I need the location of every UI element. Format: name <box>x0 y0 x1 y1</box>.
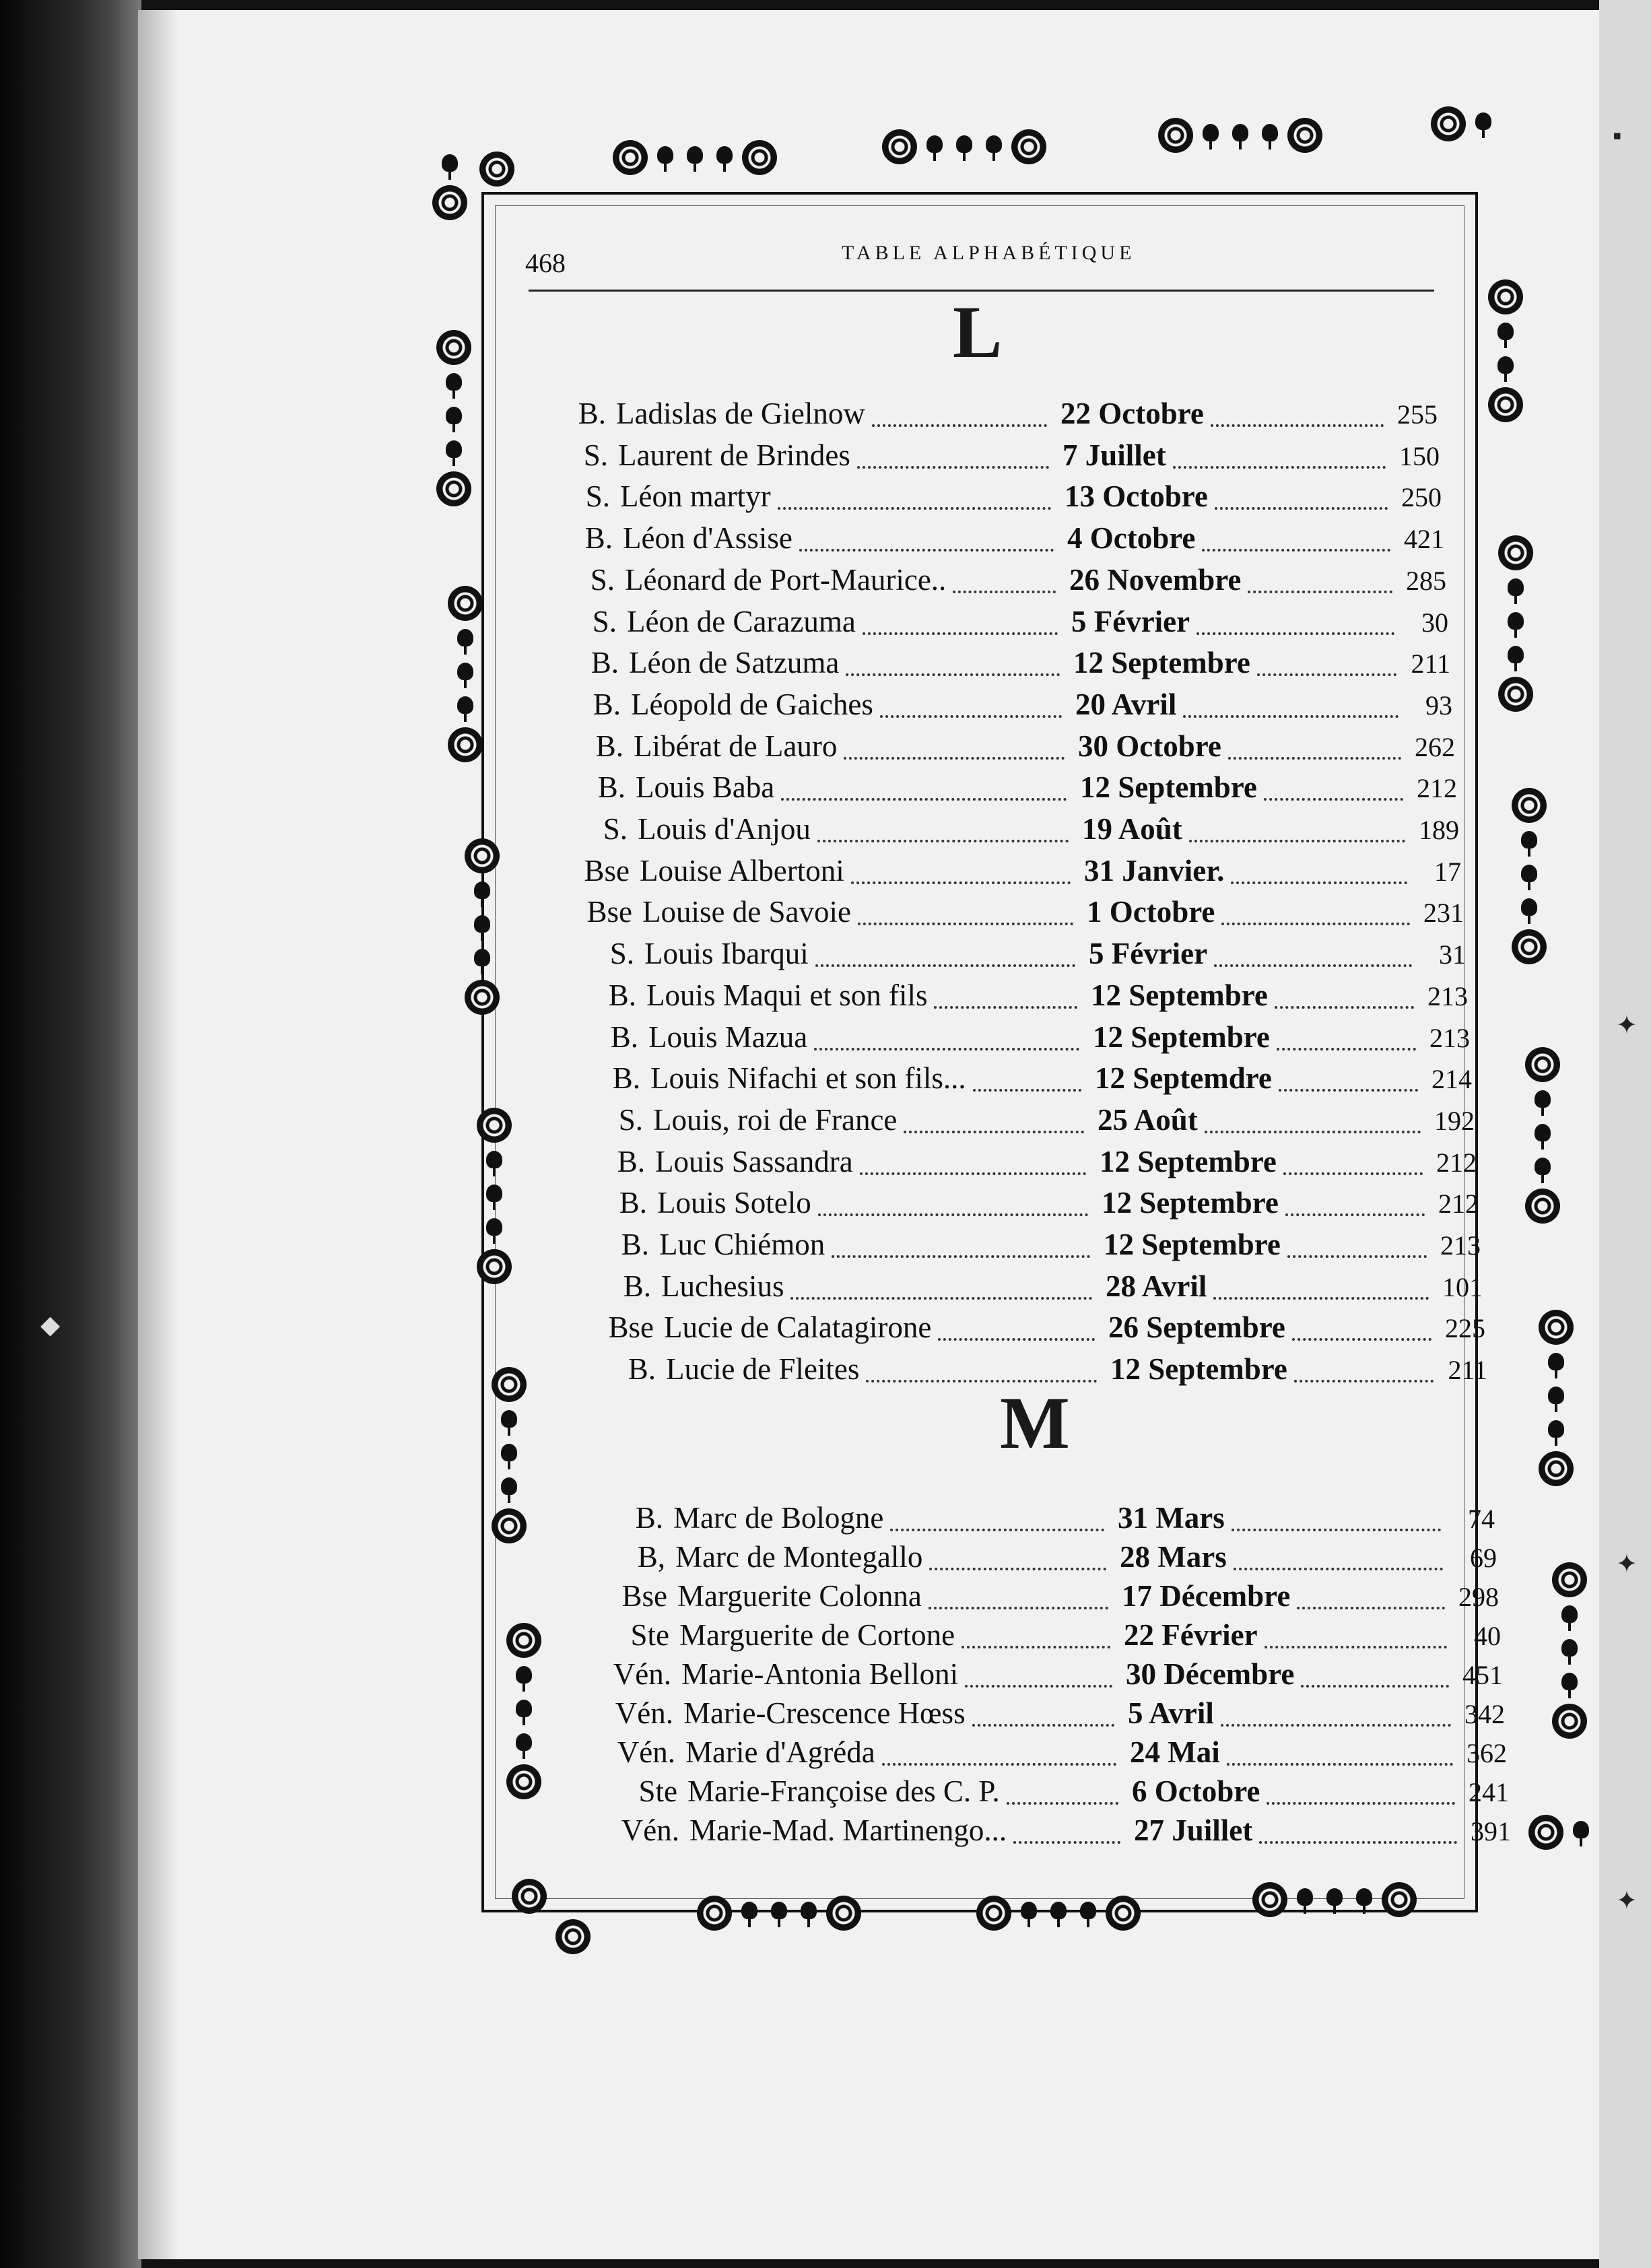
entry-date: 12 Septembre <box>1091 978 1268 1012</box>
ornament-band-bottom <box>697 1896 861 1931</box>
entry-name: Léopold de Gaiches <box>631 687 873 721</box>
entry-prefix: Bse <box>621 1579 667 1613</box>
tulip-icon <box>1493 354 1518 382</box>
entry-prefix: Vén. <box>613 1657 671 1691</box>
entry-date: 5 Février <box>1071 604 1190 638</box>
index-entry <box>0 1227 1651 1269</box>
entry-date: 12 Septembre <box>1110 1352 1287 1387</box>
tulip-icon <box>797 1899 821 1927</box>
entry-page: 298 <box>1458 1582 1499 1612</box>
entry-date: 12 Septembre <box>1073 646 1250 680</box>
entry-prefix: B. <box>584 521 613 556</box>
index-entry <box>0 894 1651 936</box>
entry-page: 150 <box>1399 440 1440 471</box>
entry-date: 7 Juillet <box>1063 438 1166 472</box>
rosette-icon <box>479 152 514 187</box>
leader-dots <box>1275 1006 1414 1009</box>
leader-dots <box>1173 466 1386 469</box>
leader-dots <box>844 757 1065 760</box>
page-number: 468 <box>525 248 566 278</box>
entry-page: 213 <box>1429 1022 1470 1053</box>
entry-prefix: Vén. <box>615 1696 673 1730</box>
rosette-icon <box>1011 129 1046 164</box>
entry-date: 12 Septemdre <box>1095 1061 1272 1096</box>
entry-page: 342 <box>1464 1699 1505 1729</box>
entry-date: 28 Mars <box>1120 1540 1227 1574</box>
rosette-icon <box>1106 1896 1141 1931</box>
adjacent-page-mark: ✦ <box>1616 1011 1638 1040</box>
entry-prefix: B. <box>608 978 636 1012</box>
entry-date: 12 Septembre <box>1102 1186 1279 1220</box>
tulip-icon <box>1076 1899 1100 1927</box>
leader-dots <box>1231 881 1407 884</box>
margin-mark: ◆ <box>40 1311 61 1339</box>
entry-name: Léon d'Assise <box>623 521 793 556</box>
entry-date: 28 Avril <box>1106 1269 1207 1303</box>
rosette-icon <box>742 140 777 175</box>
leader-dots <box>1292 1338 1431 1341</box>
section-letter: M <box>1000 1382 1070 1464</box>
tulip-icon <box>497 1475 521 1503</box>
entry-name: Marie d'Agréda <box>685 1735 875 1769</box>
entry-name: Libérat de Lauro <box>634 729 838 763</box>
leader-dots <box>1228 757 1401 760</box>
entry-page: 93 <box>1425 690 1452 721</box>
leader-dots <box>1205 1131 1421 1133</box>
leader-dots <box>1248 591 1392 593</box>
entry-name: Léonard de Port-Maurice.. <box>625 562 947 597</box>
entry-page: 213 <box>1427 980 1468 1011</box>
entry-page: 213 <box>1440 1230 1481 1261</box>
ornament-band-top <box>613 140 777 175</box>
entry-page: 211 <box>1411 648 1450 679</box>
entry-date: 6 Octobre <box>1132 1774 1260 1808</box>
tulip-icon <box>1258 121 1282 149</box>
running-title: TABLE ALPHABÉTIQUE <box>842 242 1136 264</box>
leader-dots <box>890 1529 1104 1531</box>
leader-dots <box>790 1297 1092 1300</box>
tulip-icon <box>1228 121 1252 149</box>
entry-page: 211 <box>1448 1355 1487 1386</box>
entry-prefix: B. <box>595 729 624 763</box>
leader-dots <box>1234 1568 1443 1570</box>
leader-dots <box>857 466 1049 469</box>
entry-page: 101 <box>1442 1271 1483 1302</box>
entry-name: Louis Mazua <box>648 1020 808 1054</box>
ornament-band-top <box>1158 118 1322 153</box>
index-entry <box>0 1539 1651 1581</box>
entry-page: 212 <box>1436 1147 1477 1178</box>
leader-dots <box>851 881 1071 884</box>
leader-dots <box>781 798 1067 801</box>
leader-dots <box>1277 1048 1416 1050</box>
index-entry <box>0 1617 1651 1659</box>
leader-dots <box>778 507 1051 510</box>
entry-prefix: B. <box>635 1501 663 1535</box>
leader-dots <box>929 1568 1106 1570</box>
entry-name: Louise Albertoni <box>640 853 844 888</box>
entry-date: 5 Avril <box>1128 1696 1214 1730</box>
index-entry <box>0 1185 1651 1227</box>
entry-prefix: B. <box>621 1228 649 1261</box>
tulip-icon <box>653 143 677 172</box>
entry-date: 12 Septembre <box>1100 1144 1277 1178</box>
index-entry <box>0 1735 1651 1776</box>
rosette-icon <box>1539 1451 1574 1486</box>
entry-name: Louis, roi de France <box>653 1102 898 1137</box>
index-entry <box>0 1144 1651 1186</box>
entry-prefix: S. <box>583 438 608 472</box>
tulip-icon <box>952 133 976 161</box>
entry-prefix: B. <box>597 770 626 805</box>
entry-prefix: B. <box>612 1061 640 1096</box>
ornament-band-bottom <box>976 1896 1141 1931</box>
ornament-corner-top-left <box>479 152 514 187</box>
leader-dots <box>1221 923 1410 925</box>
adjacent-page-mark: ✦ <box>1616 1887 1638 1915</box>
tulip-icon <box>767 1899 791 1927</box>
leader-dots <box>860 1172 1086 1175</box>
tulip-icon <box>737 1899 762 1927</box>
entry-name: Marguerite Colonna <box>677 1579 922 1613</box>
tulip-icon <box>497 1407 521 1436</box>
leader-dots <box>882 1763 1116 1766</box>
leader-dots <box>1287 1255 1427 1258</box>
entry-date: 26 Septembre <box>1108 1310 1285 1345</box>
entry-name: Marc de Montegallo <box>675 1540 923 1574</box>
index-entry <box>0 645 1651 687</box>
leader-dots <box>973 1089 1081 1092</box>
entry-prefix: Ste <box>638 1774 677 1808</box>
entry-name: Louis d'Anjou <box>638 812 811 846</box>
entry-page: 391 <box>1471 1816 1511 1846</box>
entry-date: 25 Août <box>1098 1102 1198 1137</box>
leader-dots <box>1285 1213 1425 1216</box>
entry-page: 451 <box>1462 1660 1503 1690</box>
entry-prefix: B. <box>623 1269 651 1303</box>
entry-name: Luchesius <box>661 1269 784 1303</box>
leader-dots <box>1283 1172 1423 1175</box>
rosette-icon <box>1382 1882 1417 1917</box>
rosette-icon <box>512 1879 547 1914</box>
index-entry <box>0 1102 1651 1144</box>
index-entry <box>0 1696 1651 1737</box>
leader-dots <box>1214 964 1412 967</box>
leader-dots <box>972 1724 1114 1727</box>
entry-date: 31 Mars <box>1118 1501 1225 1535</box>
entry-name: Louis Sotelo <box>657 1186 811 1220</box>
tulip-icon <box>1493 320 1518 348</box>
leader-dots <box>1267 1802 1455 1805</box>
entry-page: 30 <box>1421 607 1448 638</box>
entry-page: 40 <box>1474 1621 1501 1651</box>
entry-page: 255 <box>1397 399 1438 430</box>
index-entry <box>0 521 1651 562</box>
leader-dots <box>904 1131 1084 1133</box>
leader-dots <box>1265 1646 1447 1648</box>
entry-page: 214 <box>1431 1064 1472 1095</box>
entry-name: Marie-Françoise des C. P. <box>687 1774 1000 1808</box>
leader-dots <box>814 1048 1079 1050</box>
leader-dots <box>1189 840 1405 842</box>
index-entry <box>0 936 1651 978</box>
tulip-icon <box>712 143 737 172</box>
entry-prefix: S. <box>592 604 617 638</box>
index-entry <box>0 604 1651 646</box>
index-entry <box>0 1020 1651 1061</box>
entry-name: Léon de Satzuma <box>629 646 840 680</box>
entry-page: 212 <box>1417 773 1457 804</box>
leader-dots <box>1279 1089 1418 1092</box>
index-entry <box>0 853 1651 895</box>
entry-prefix: S. <box>585 479 610 514</box>
entry-date: 12 Septembre <box>1104 1228 1281 1261</box>
index-entry <box>0 1352 1651 1393</box>
leader-dots <box>953 591 1056 593</box>
adjacent-page-mark: ✦ <box>1616 1550 1638 1578</box>
leader-dots <box>832 1255 1090 1258</box>
leader-dots <box>817 840 1069 842</box>
index-entry <box>0 978 1651 1020</box>
entry-date: 24 Mai <box>1130 1735 1220 1769</box>
entry-name: Louis Nifachi et son fils... <box>650 1061 966 1096</box>
ornament-corner-top-right <box>1431 106 1495 141</box>
entry-name: Louis Maqui et son fils <box>646 978 928 1012</box>
ornament-corner-top-left <box>432 152 467 220</box>
leader-dots <box>872 424 1047 427</box>
tulip-icon <box>1544 1418 1568 1446</box>
rosette-icon <box>976 1896 1011 1931</box>
index-entry <box>0 729 1651 770</box>
leader-dots <box>1259 1841 1457 1844</box>
leader-dots <box>1213 1297 1429 1300</box>
entry-date: 26 Novembre <box>1069 562 1242 597</box>
index-entry <box>0 562 1651 604</box>
leader-dots <box>1232 1529 1441 1531</box>
index-entry <box>0 1310 1651 1352</box>
tulip-icon <box>1322 1886 1347 1914</box>
rosette-icon <box>613 140 648 175</box>
entry-name: Louis Ibarqui <box>644 937 809 971</box>
leader-dots <box>818 1213 1088 1216</box>
leader-dots <box>863 632 1058 635</box>
ornament-corner-bottom-left <box>512 1879 547 1914</box>
entry-prefix: B. <box>610 1020 638 1054</box>
index-entry <box>0 1269 1651 1310</box>
index-entry <box>0 687 1651 729</box>
entry-prefix: B, <box>637 1540 665 1574</box>
index-entry <box>0 1813 1651 1855</box>
entry-page: 225 <box>1445 1313 1485 1344</box>
entry-page: 17 <box>1434 856 1461 887</box>
entry-date: 17 Décembre <box>1122 1579 1291 1613</box>
index-entry <box>0 1578 1651 1620</box>
page-header <box>525 239 1434 286</box>
entry-page: 262 <box>1415 731 1455 762</box>
entry-page: 189 <box>1419 815 1459 845</box>
tulip-icon <box>1046 1899 1071 1927</box>
entry-prefix: B. <box>578 397 606 430</box>
entry-date: 13 Octobre <box>1065 479 1208 514</box>
ornament-band-top <box>882 129 1046 164</box>
tulip-icon <box>922 133 947 161</box>
leader-dots <box>1215 507 1388 510</box>
tulip-icon <box>1017 1899 1041 1927</box>
entry-date: 30 Octobre <box>1078 729 1221 763</box>
entry-prefix: S. <box>603 812 628 846</box>
index-entry <box>0 438 1651 479</box>
leader-dots <box>1013 1841 1120 1844</box>
ornament-corner-bottom-left <box>555 1919 591 1954</box>
entry-prefix: B. <box>591 646 619 680</box>
rosette-icon <box>1287 118 1322 153</box>
entry-date: 1 Octobre <box>1087 895 1215 929</box>
leader-dots <box>929 1607 1108 1609</box>
entry-prefix: S. <box>618 1102 643 1137</box>
entry-date: 31 Janvier. <box>1084 853 1225 888</box>
index-entry <box>0 1774 1651 1815</box>
entry-name: Marie-Crescence Hœss <box>683 1696 966 1730</box>
entry-page: 241 <box>1469 1777 1509 1807</box>
entry-prefix: S. <box>609 937 634 971</box>
rosette-icon <box>882 129 917 164</box>
leader-dots <box>1202 549 1390 552</box>
section-letter: L <box>953 291 1003 373</box>
entry-name: Léon martyr <box>620 479 771 514</box>
entry-date: 20 Avril <box>1075 687 1177 721</box>
entry-name: Lucie de Fleites <box>666 1352 860 1387</box>
rosette-icon <box>697 1896 732 1931</box>
leader-dots <box>858 923 1073 925</box>
leader-dots <box>815 964 1075 967</box>
entry-date: 12 Septembre <box>1080 770 1257 805</box>
tulip-icon <box>1352 1886 1376 1914</box>
entry-page: 421 <box>1404 524 1444 555</box>
rosette-icon <box>1158 118 1193 153</box>
tulip-icon <box>1199 121 1223 149</box>
entry-name: Louis Sassandra <box>655 1144 853 1178</box>
leader-dots <box>1007 1802 1118 1805</box>
leader-dots <box>1294 1380 1434 1382</box>
index-entry <box>0 1657 1651 1698</box>
index-entry <box>0 770 1651 811</box>
entry-prefix: Ste <box>630 1618 669 1652</box>
entry-name: Laurent de Brindes <box>618 438 850 472</box>
entry-date: 19 Août <box>1082 812 1182 846</box>
entry-prefix: B. <box>628 1352 656 1387</box>
entry-date: 4 Octobre <box>1067 521 1196 556</box>
rosette-icon <box>1431 106 1466 141</box>
entry-date: 30 Décembre <box>1126 1657 1295 1691</box>
leader-dots <box>880 715 1062 718</box>
entry-name: Marie-Antonia Belloni <box>681 1657 959 1691</box>
entry-prefix: Bse <box>584 853 630 888</box>
leader-dots <box>846 673 1060 676</box>
entry-prefix: B. <box>617 1144 645 1178</box>
rosette-icon <box>826 1896 861 1931</box>
tulip-icon <box>1293 1886 1317 1914</box>
leader-dots <box>1183 715 1399 718</box>
leader-dots <box>1221 1724 1451 1727</box>
entry-name: Marguerite de Cortone <box>679 1618 955 1652</box>
entry-page: 31 <box>1439 939 1466 970</box>
leader-dots <box>1227 1763 1453 1766</box>
entry-prefix: S. <box>590 562 615 597</box>
leader-dots <box>1264 798 1403 801</box>
entry-name: Léon de Carazuma <box>627 604 856 638</box>
entry-prefix: Bse <box>608 1310 654 1345</box>
index-entry <box>0 1061 1651 1102</box>
entry-prefix: Vén. <box>621 1813 679 1847</box>
entry-page: 192 <box>1434 1105 1475 1136</box>
entry-page: 362 <box>1467 1738 1507 1768</box>
entry-name: Ladislas de Gielnow <box>616 397 865 430</box>
entry-prefix: B. <box>619 1186 647 1220</box>
leader-dots <box>965 1685 1112 1688</box>
rosette-icon <box>1488 279 1523 314</box>
entry-date: 12 Septembre <box>1093 1020 1270 1054</box>
adjacent-page-mark: ▪ <box>1613 122 1622 150</box>
index-entry <box>0 811 1651 853</box>
leader-dots <box>962 1646 1110 1648</box>
entry-prefix: B. <box>593 687 621 721</box>
index-entry <box>0 396 1651 438</box>
entry-page: 69 <box>1470 1543 1497 1573</box>
entry-name: Marc de Bologne <box>673 1501 884 1535</box>
rosette-icon <box>555 1919 591 1954</box>
leader-dots <box>1197 632 1394 635</box>
entry-date: 22 Octobre <box>1060 397 1204 430</box>
leader-dots <box>1257 673 1396 676</box>
leader-dots <box>799 549 1054 552</box>
index-entry <box>0 1500 1651 1542</box>
tulip-icon <box>438 152 462 180</box>
ornament-band-bottom <box>1252 1882 1417 1917</box>
leader-dots <box>934 1006 1077 1009</box>
entry-page: 212 <box>1438 1189 1479 1220</box>
entry-name: Louise de Savoie <box>642 895 851 929</box>
rosette-icon <box>436 330 471 365</box>
leader-dots <box>1211 424 1384 427</box>
entry-name: Marie-Mad. Martinengo... <box>689 1813 1007 1847</box>
tulip-icon <box>683 143 707 172</box>
entry-name: Louis Baba <box>636 770 775 805</box>
entry-name: Luc Chiémon <box>659 1228 826 1261</box>
index-entry <box>0 479 1651 521</box>
entry-name: Lucie de Calatagirone <box>664 1310 932 1345</box>
leader-dots <box>938 1338 1095 1341</box>
tulip-icon <box>497 1441 521 1469</box>
tulip-icon <box>1471 110 1495 138</box>
entry-page: 74 <box>1468 1504 1495 1534</box>
tulip-icon <box>442 370 466 399</box>
leader-dots <box>1301 1685 1449 1688</box>
entry-date: 5 Février <box>1089 937 1208 971</box>
entry-date: 27 Juillet <box>1134 1813 1253 1847</box>
entry-page: 285 <box>1406 565 1446 596</box>
entry-page: 250 <box>1401 482 1442 513</box>
rosette-icon <box>1252 1882 1287 1917</box>
entry-date: 22 Février <box>1124 1618 1258 1652</box>
rosette-icon <box>432 185 467 220</box>
entry-page: 231 <box>1423 898 1464 929</box>
entry-prefix: Vén. <box>617 1735 675 1769</box>
tulip-icon <box>982 133 1006 161</box>
entry-prefix: Bse <box>586 895 632 929</box>
leader-dots <box>1297 1607 1445 1609</box>
